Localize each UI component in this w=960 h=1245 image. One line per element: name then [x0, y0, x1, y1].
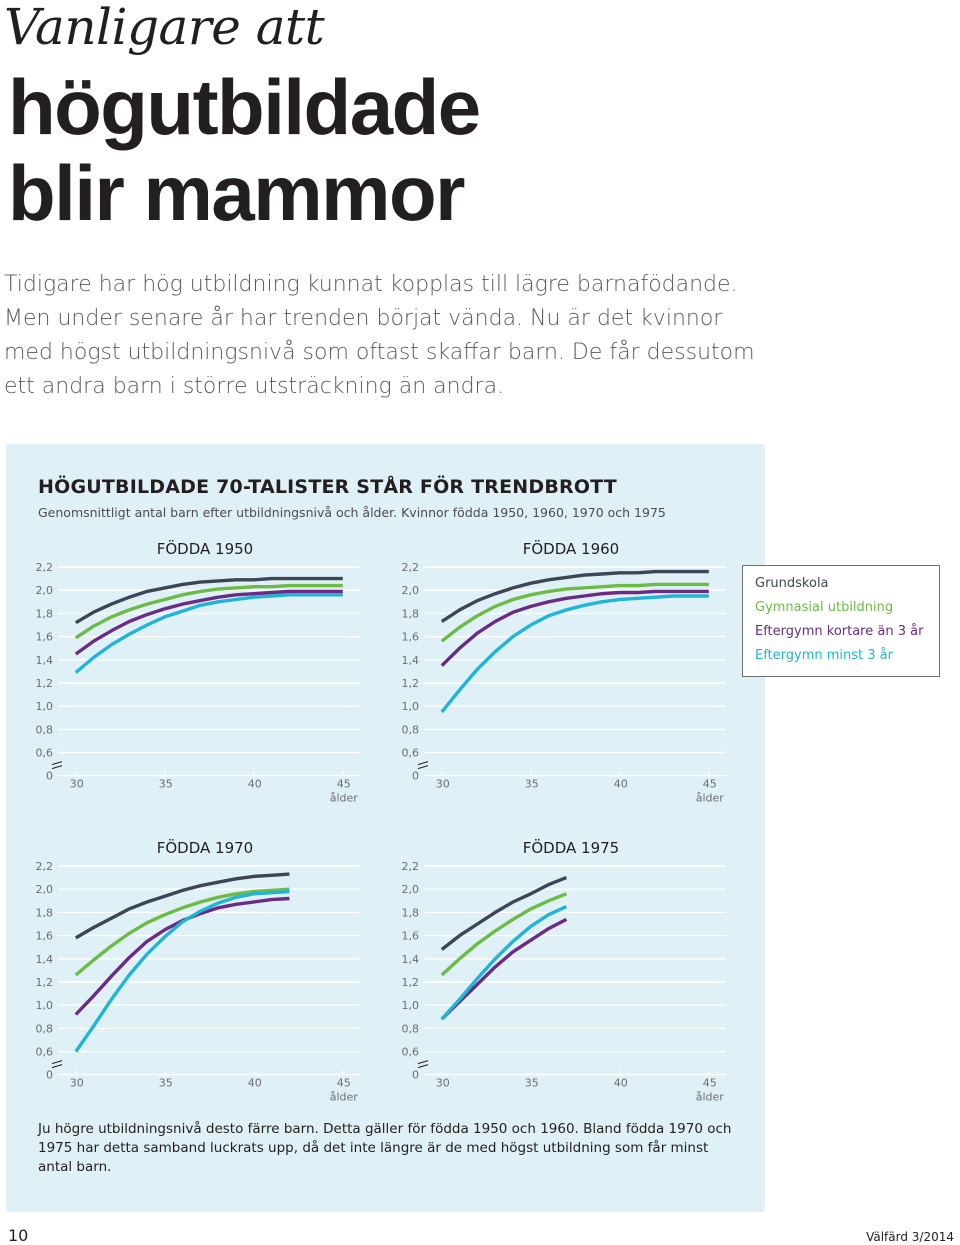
x-tick-label: 45 — [336, 1076, 351, 1090]
y-tick-label: 2,2 — [401, 860, 419, 873]
caption-line: 1975 har detta samband luckrats upp, då det inte längre är de med högst utbildning som får minst — [38, 1140, 709, 1156]
series-line-eftergymn-kortare-än-3-år — [76, 899, 290, 1015]
x-axis-label: ålder — [695, 1090, 724, 1104]
lead-line: med högst utbildningsnivå som oftast skaffar barn. De får dessutom — [4, 340, 755, 365]
series-line-grundskola — [76, 874, 290, 938]
x-tick-label: 45 — [336, 777, 351, 791]
y-tick-label: 2,0 — [35, 883, 53, 897]
y-tick-label: 2,2 — [401, 561, 419, 574]
y-tick-label: 1,0 — [35, 700, 53, 714]
y-tick-label: 0 — [46, 1068, 53, 1082]
y-tick-label: 1,8 — [401, 607, 419, 621]
page-number: 10 — [8, 1226, 29, 1245]
x-tick-label: 30 — [69, 1076, 84, 1090]
y-tick-label: 1,8 — [401, 906, 419, 920]
y-tick-label: 0 — [412, 1068, 419, 1082]
chart-title: FÖDDA 1970 — [156, 839, 254, 857]
legend-item-gymnasial: Gymnasial utbildning — [755, 600, 894, 615]
y-tick-label: 0,8 — [35, 1022, 53, 1036]
y-tick-label: 1,4 — [35, 653, 53, 667]
headline-line-1: högutbildade — [8, 63, 480, 151]
y-tick-label: 1,8 — [35, 906, 53, 920]
headline-line-2: blir mammor — [8, 149, 464, 237]
x-tick-label: 30 — [435, 1076, 450, 1090]
y-tick-label: 1,2 — [35, 677, 53, 690]
x-tick-label: 40 — [613, 777, 628, 791]
x-axis-label: ålder — [329, 1090, 358, 1104]
y-tick-label: 0,8 — [35, 723, 53, 737]
series-line-eftergymn-minst-3-år — [76, 892, 290, 1052]
y-tick-label: 2,0 — [35, 584, 53, 598]
x-axis-label: ålder — [329, 791, 358, 805]
y-tick-label: 1,2 — [35, 976, 53, 989]
lead-line: Tidigare har hög utbildning kunnat kopplas till lägre barnafödande. — [4, 272, 738, 297]
x-tick-label: 45 — [702, 777, 717, 791]
axis-break-mark — [52, 762, 62, 765]
axis-break-mark — [52, 1065, 62, 1068]
y-tick-label: 0,6 — [401, 746, 419, 760]
article-kicker: Vanligare att — [4, 0, 325, 56]
fact-box-caption — [38, 1120, 732, 1177]
y-tick-label: 0 — [412, 769, 419, 783]
x-tick-label: 40 — [247, 1076, 262, 1090]
series-line-eftergymn-kortare-än-3-år — [442, 591, 709, 665]
y-tick-label: 1,0 — [401, 999, 419, 1013]
y-tick-label: 1,6 — [35, 929, 53, 943]
axis-break-mark — [418, 1061, 428, 1064]
y-tick-label: 2,0 — [401, 584, 419, 598]
y-tick-label: 1,4 — [401, 653, 419, 667]
y-tick-label: 0,6 — [35, 1045, 53, 1059]
y-tick-label: 1,4 — [401, 952, 419, 966]
y-tick-label: 0,6 — [35, 746, 53, 760]
axis-break-mark — [418, 762, 428, 765]
y-tick-label: 0 — [46, 769, 53, 783]
chart-title: FÖDDA 1975 — [522, 839, 620, 857]
publication-label: Välfärd 3/2014 — [866, 1230, 954, 1244]
fact-box-subtitle: Genomsnittligt antal barn efter utbildningsnivå och ålder. Kvinnor födda 1950, 1960, 1970 och 1975 — [38, 505, 666, 520]
y-tick-label: 2,2 — [35, 860, 53, 873]
y-tick-label: 1,6 — [401, 929, 419, 943]
x-tick-label: 35 — [158, 1076, 173, 1090]
x-tick-label: 30 — [69, 777, 84, 791]
y-tick-label: 1,8 — [35, 607, 53, 621]
x-tick-label: 40 — [247, 777, 262, 791]
y-tick-label: 1,2 — [401, 976, 419, 989]
x-tick-label: 35 — [524, 777, 539, 791]
y-tick-label: 1,4 — [35, 952, 53, 966]
y-tick-label: 1,0 — [401, 700, 419, 714]
y-tick-label: 0,6 — [401, 1045, 419, 1059]
axis-break-mark — [52, 1061, 62, 1064]
x-tick-label: 40 — [613, 1076, 628, 1090]
legend-item-eftergymn-lang: Eftergymn minst 3 år — [755, 648, 893, 663]
y-tick-label: 0,8 — [401, 723, 419, 737]
lead-line: ett andra barn i större utsträckning än andra. — [4, 374, 505, 399]
chart-title: FÖDDA 1960 — [522, 540, 620, 558]
axis-break-mark — [418, 766, 428, 769]
series-line-eftergymn-minst-3-år — [76, 595, 343, 673]
legend-item-grundskola: Grundskola — [755, 576, 829, 591]
axis-break-mark — [52, 766, 62, 769]
caption-line: antal barn. — [38, 1159, 112, 1175]
chart-title: FÖDDA 1950 — [156, 540, 254, 558]
y-tick-label: 0,8 — [401, 1022, 419, 1036]
caption-line: Ju högre utbildningsnivå desto färre barn. Detta gäller för födda 1950 och 1960. Bland födda 1970 och — [38, 1121, 732, 1137]
lead-line: Men under senare år har trenden börjat vända. Nu är det kvinnor — [4, 306, 723, 331]
x-tick-label: 35 — [524, 1076, 539, 1090]
axis-break-mark — [418, 1065, 428, 1068]
y-tick-label: 1,6 — [401, 630, 419, 644]
y-tick-label: 2,2 — [35, 561, 53, 574]
x-tick-label: 30 — [435, 777, 450, 791]
x-tick-label: 35 — [158, 777, 173, 791]
chart-legend — [742, 565, 940, 677]
y-tick-label: 1,6 — [35, 630, 53, 644]
legend-item-eftergymn-kort: Eftergymn kortare än 3 år — [755, 624, 924, 639]
y-tick-label: 2,0 — [401, 883, 419, 897]
x-tick-label: 45 — [702, 1076, 717, 1090]
y-tick-label: 1,2 — [401, 677, 419, 690]
y-tick-label: 1,0 — [35, 999, 53, 1013]
x-axis-label: ålder — [695, 791, 724, 805]
fact-box-title: HÖGUTBILDADE 70-TALISTER STÅR FÖR TRENDBROTT — [38, 476, 617, 498]
